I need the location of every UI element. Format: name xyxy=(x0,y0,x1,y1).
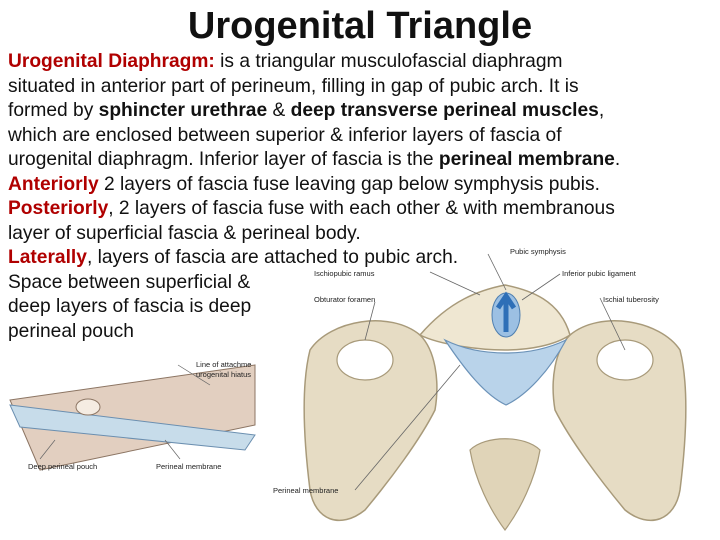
text-fragment: . xyxy=(614,149,621,170)
term-urogenital-diaphragm: Urogenital Diaphragm: xyxy=(8,51,215,72)
text-line-4 xyxy=(8,124,714,149)
text-line-3 xyxy=(8,99,714,124)
text-line-7 xyxy=(8,197,714,222)
label-deep-perineal-pouch: Deep perineal pouch xyxy=(28,462,98,471)
text-fragment: layer of superficial fascia & perineal body. xyxy=(8,222,361,244)
pouch-text-line-2: deep layers of fascia is deep xyxy=(8,296,252,317)
term-perineal-membrane: perineal membrane xyxy=(438,149,615,170)
pouch-text-line-3: perineal pouch xyxy=(8,320,134,342)
leader-line xyxy=(488,254,506,290)
text-fragment: formed by xyxy=(8,100,99,121)
body-text xyxy=(8,50,714,271)
label-perineal-membrane-inset: Perineal membrane xyxy=(156,462,222,471)
text-line-6 xyxy=(8,173,714,198)
text-fragment: urogenital diaphragm. Inferior layer of fascia is the xyxy=(8,149,439,170)
term-posteriorly: Posteriorly xyxy=(8,198,109,219)
label-urogenital-hiatus: urogenital hiatus xyxy=(196,370,252,379)
label-obturator-foramen: Obturator foramen xyxy=(314,295,376,304)
label-inferior-pubic-ligament: Inferior pubic ligament xyxy=(562,269,636,278)
label-ischiopubic-ramus: Ischiopubic ramus xyxy=(314,269,375,278)
sacrum xyxy=(470,439,540,530)
text-fragment: situated in anterior part of perineum, filling in gap of pubic arch. It is xyxy=(8,75,579,97)
label-pubic-symphysis: Pubic symphysis xyxy=(510,247,566,256)
label-ischial-tuberosity: Ischial tuberosity xyxy=(603,295,659,304)
urogenital-hiatus-shape xyxy=(76,399,100,415)
text-fragment: & xyxy=(267,100,291,121)
inset-illustration xyxy=(0,355,270,480)
label-line-of-attachment: Line of attachme xyxy=(196,360,252,369)
label-perineal-membrane: Perineal membrane xyxy=(273,486,339,495)
leader-line xyxy=(522,274,560,300)
term-deep-transverse: deep transverse perineal muscles xyxy=(290,100,599,121)
text-fragment: 2 layers of fascia fuse leaving gap below symphysis pubis. xyxy=(98,173,600,195)
term-sphincter-urethrae: sphincter urethrae xyxy=(98,100,268,121)
text-line-2 xyxy=(8,75,714,100)
right-obturator-foramen xyxy=(597,340,653,380)
text-fragment: , 2 layers of fascia fuse with each other & with membranous xyxy=(108,198,615,219)
slide-title: Urogenital Triangle xyxy=(187,5,533,47)
pelvis-illustration xyxy=(270,240,720,540)
left-obturator-foramen xyxy=(337,340,393,380)
text-fragment: , layers of fascia are attached to pubic arch. xyxy=(86,247,459,268)
pouch-text-line-1: Space between superficial & xyxy=(8,271,251,293)
text-fragment: is a triangular musculofascial diaphragm xyxy=(214,51,563,72)
term-laterally: Laterally xyxy=(8,247,87,268)
text-fragment: , xyxy=(598,100,605,121)
term-anteriorly: Anteriorly xyxy=(8,173,99,195)
text-line-5 xyxy=(8,148,714,173)
text-fragment: which are enclosed between superior & inferior layers of fascia of xyxy=(8,124,562,146)
text-line-1 xyxy=(8,50,714,75)
leader-line xyxy=(430,272,480,295)
